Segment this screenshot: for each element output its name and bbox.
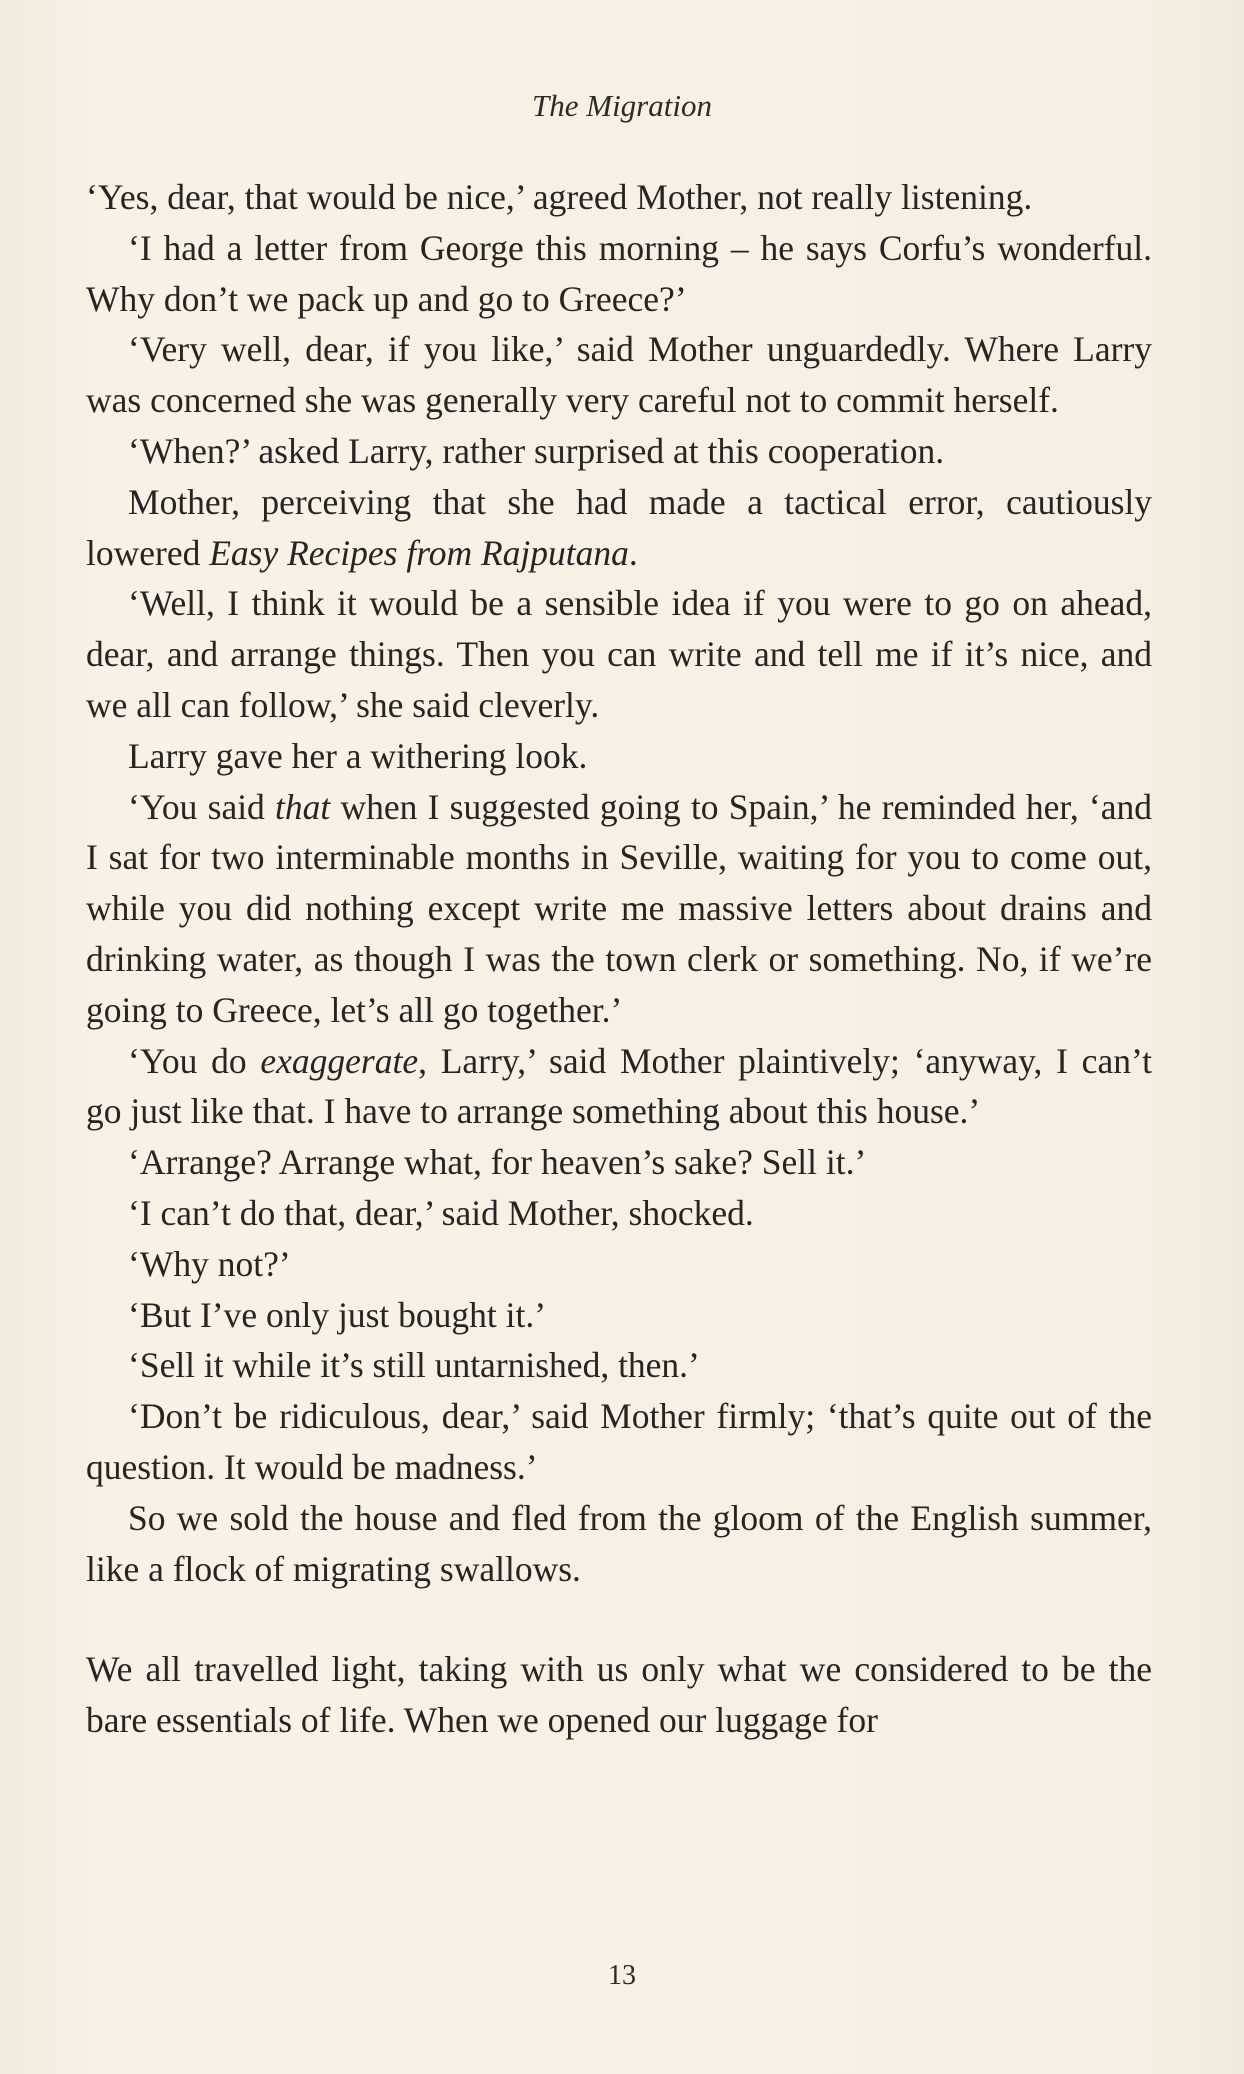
paragraph-17: We all travelled light, taking with us only what we considered to be the bare essentials of life. When we opened our luggage for [86, 1649, 1152, 1741]
body-text [86, 172, 1152, 1746]
paragraph-12: ‘Why not?’ [128, 1243, 291, 1284]
paragraph-9-text-b: , Larry,’ said Mother plaintively; ‘anyway, I can’t go just like that. I have to arrange something about this house.’ [86, 1040, 1152, 1132]
paragraph-6: ‘Well, I think it would be a sensible idea if you were to go on ahead, dear, and arrange things. Then you can write and tell me if it’s nice, and we all can follow,’ she said cleverly. [86, 583, 1152, 725]
book-title-italic: Easy Recipes from Rajputana [209, 532, 629, 573]
paragraph-8-text-b: when I suggested going to Spain,’ he reminded her, ‘and I sat for two interminable months in Seville, waiting for you to come out, while you did nothing except write me massive letters about drains and drinking water, as though I was the town clerk or something. No, if we’re going to Greece, let’s all go together.’ [86, 786, 1152, 1030]
emphasis-that: that [275, 786, 331, 827]
paragraph-16: So we sold the house and fled from the gloom of the English summer, like a flock of migrating swallows. [86, 1497, 1152, 1589]
paragraph-9-text-a: ‘You do [128, 1040, 261, 1081]
paragraph-8 [86, 782, 1152, 1036]
paragraph-2: ‘I had a letter from George this morning – he says Corfu’s wonderful. Why don’t we pack up and go to Greece?’ [86, 227, 1152, 319]
paragraph-8-text-a: ‘You said [128, 786, 276, 827]
paragraph-9 [86, 1036, 1152, 1138]
paragraph-13: ‘But I’ve only just bought it.’ [128, 1294, 547, 1335]
paragraph-5 [86, 477, 1152, 579]
paragraph-5-text-a: Mother, perceiving that she had made a tactical error, cautiously lowered [86, 481, 1152, 573]
paragraph-10: ‘Arrange? Arrange what, for heaven’s sake? Sell it.’ [128, 1142, 867, 1183]
page-number: 13 [608, 1960, 636, 1991]
paragraph-14: ‘Sell it while it’s still untarnished, then.’ [128, 1345, 700, 1386]
paragraph-4: ‘When?’ asked Larry, rather surprised at this cooperation. [128, 430, 945, 471]
paragraph-5-text-b: . [628, 532, 638, 573]
paragraph-15: ‘Don’t be ridiculous, dear,’ said Mother firmly; ‘that’s quite out of the question. It would be madness.’ [86, 1396, 1152, 1487]
paragraph-11: ‘I can’t do that, dear,’ said Mother, shocked. [128, 1192, 754, 1233]
paragraph-3: ‘Very well, dear, if you like,’ said Mother unguardedly. Where Larry was concerned she was generally very careful not to commit herself. [86, 329, 1152, 421]
paragraph-7: Larry gave her a withering look. [128, 735, 588, 776]
paragraph-1: ‘Yes, dear, that would be nice,’ agreed Mother, not really listening. [86, 177, 1033, 217]
emphasis-exaggerate: exaggerate [260, 1040, 419, 1081]
running-header: The Migration [532, 88, 712, 123]
